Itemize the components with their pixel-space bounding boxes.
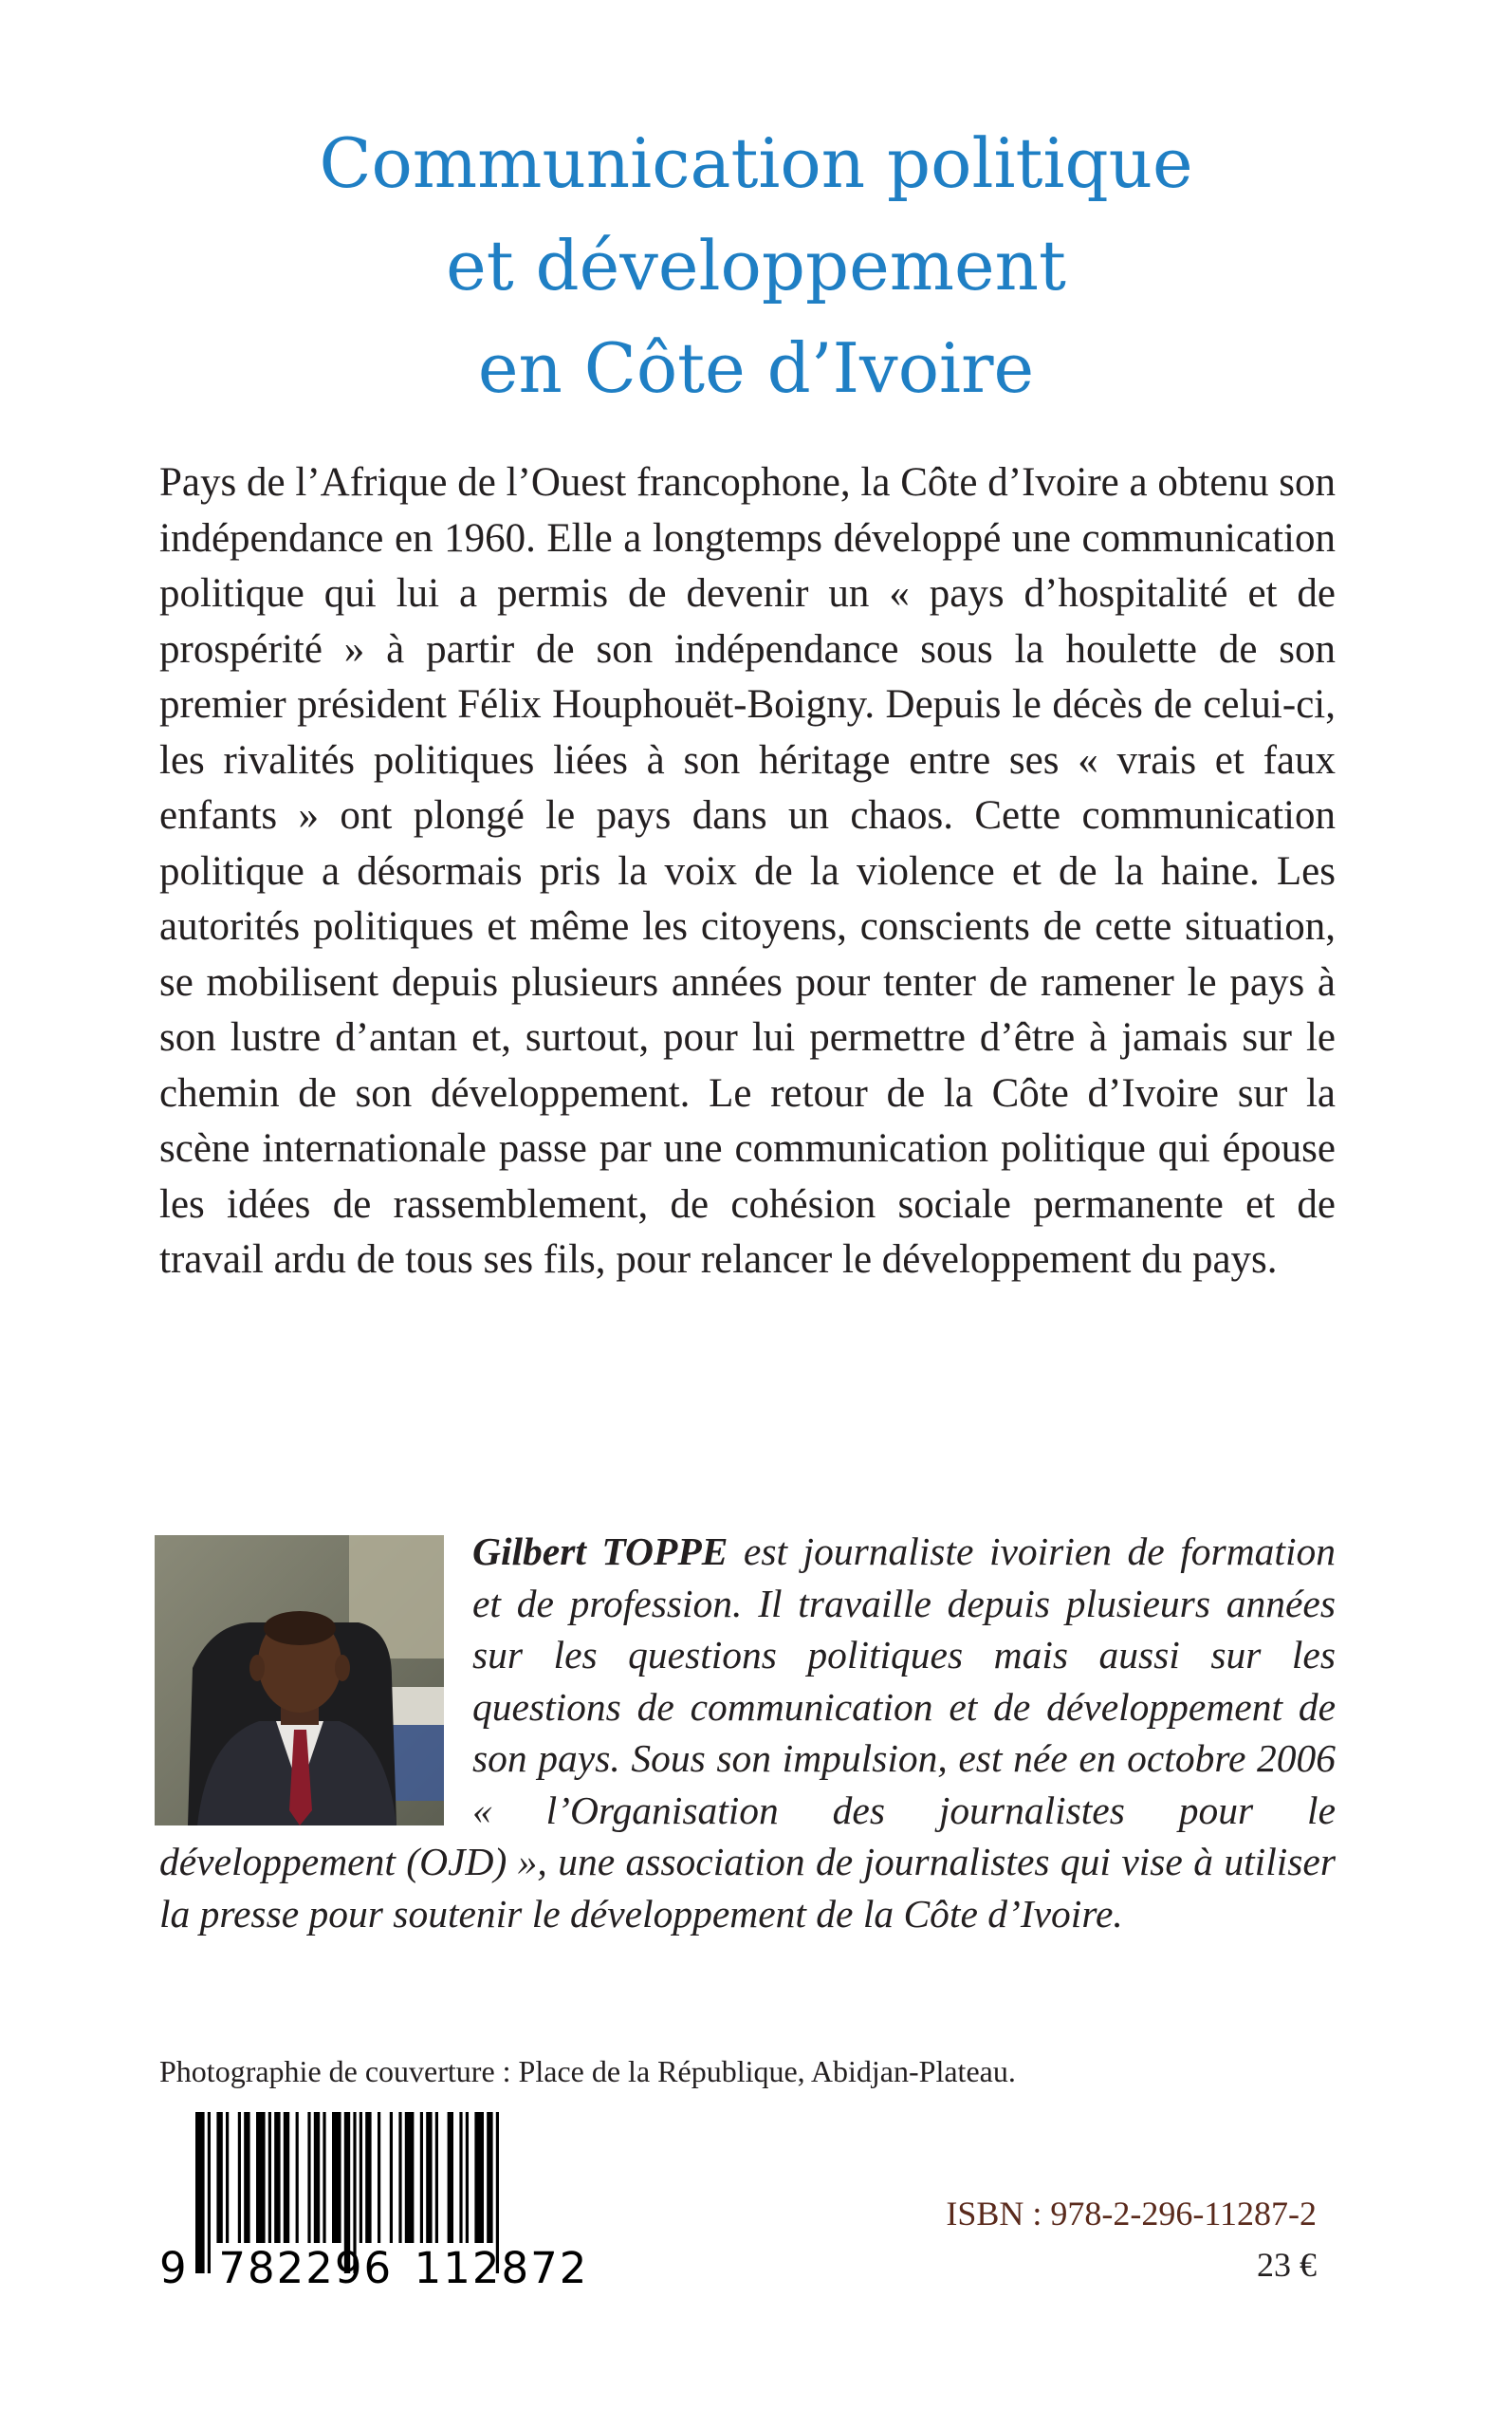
title-line-1: Communication politique [319, 123, 1193, 203]
barcode-bar [487, 2112, 492, 2243]
author-bio-text: est journaliste ivoirien de formation et de profession. Il travaille depuis plusieurs années sur les questions politiques mais aussi sur les questions de communication et de développement de son pays. Sous son impulsion, est née en octobre 2006 « l’Organisation des journalistes pour le développement (OJD) », une association de journalistes qui vise à utiliser la presse pour soutenir le développement de la Côte d’Ivoire. [159, 1529, 1336, 1936]
book-price: 23 € [1257, 2246, 1317, 2284]
barcode-digits-left: 782296 [218, 2243, 394, 2293]
barcode-bar [332, 2112, 341, 2243]
book-title [0, 112, 1512, 419]
barcode-bar [390, 2112, 393, 2243]
title-line-2: et développement [446, 226, 1066, 306]
barcode-digits [159, 2245, 600, 2292]
barcode-bar [405, 2112, 415, 2243]
barcode-bar [420, 2112, 423, 2243]
barcode-bar [268, 2112, 271, 2243]
barcode-bar [216, 2112, 222, 2243]
isbn-number: ISBN : 978-2-296-11287-2 [946, 2195, 1317, 2233]
title-line-3: en Côte d’Ivoire [477, 328, 1035, 408]
photo-credit: Photographie de couverture : Place de la République, Abidjan-Plateau. [159, 2054, 1016, 2088]
author-name: Gilbert TOPPE [472, 1529, 728, 1573]
barcode-bar [296, 2112, 299, 2243]
barcode-bar [323, 2112, 325, 2243]
barcode-bar [274, 2112, 280, 2243]
barcode-bar [448, 2112, 453, 2243]
barcode-bar [314, 2112, 320, 2243]
barcode-bar [466, 2112, 469, 2243]
author-bio [159, 1526, 1336, 1939]
barcode-bar [459, 2112, 462, 2243]
photo-spacer [159, 1526, 472, 1829]
barcode-bar [256, 2112, 266, 2243]
barcode-bar [307, 2112, 310, 2243]
barcode-digit-first: 9 [159, 2243, 189, 2293]
barcode-digits-right: 112872 [414, 2243, 589, 2293]
barcode-bar [284, 2112, 289, 2243]
barcode-bar [474, 2112, 484, 2243]
barcode-bar [238, 2112, 241, 2243]
barcode-bar [226, 2112, 229, 2243]
barcode-bar [426, 2112, 432, 2243]
barcode-bar [398, 2112, 401, 2243]
barcode-bar [378, 2112, 380, 2243]
barcode-bar [435, 2112, 438, 2243]
book-summary: Pays de l’Afrique de l’Ouest francophone, la Côte d’Ivoire a obtenu son indépendance en 1960. Elle a longtemps développé une communication politique qui lui a permis de devenir un « pays d’hospitalité et de prospérité » à partir de son indépendance sous la houlette de son premier président Félix Houphouët-Boigny. Depuis le décès de celui-ci, les rivalités politiques liées à son héritage entre ses « vrais et faux enfants » ont plongé le pays dans un chaos. Cette communication politique a désormais pris la voix de la violence et de la haine. Les autorités politiques et même les citoyens, conscients de cette situation, se mobilisent depuis plusieurs années pour tenter de ramener le pays à son lustre d’antan et, surtout, pour lui permettre d’être à jamais sur le chemin de son développement. Le retour de la Côte d’Ivoire sur la scène internationale passe par une communication politique qui épouse les idées de rassemblement, de cohésion sociale permanente et de travail ardu de tous ses fils, pour relancer le développement du pays. [159, 460, 1336, 1282]
barcode-bar [365, 2112, 371, 2243]
barcode-bar [360, 2112, 362, 2243]
barcode-bar [244, 2112, 249, 2243]
